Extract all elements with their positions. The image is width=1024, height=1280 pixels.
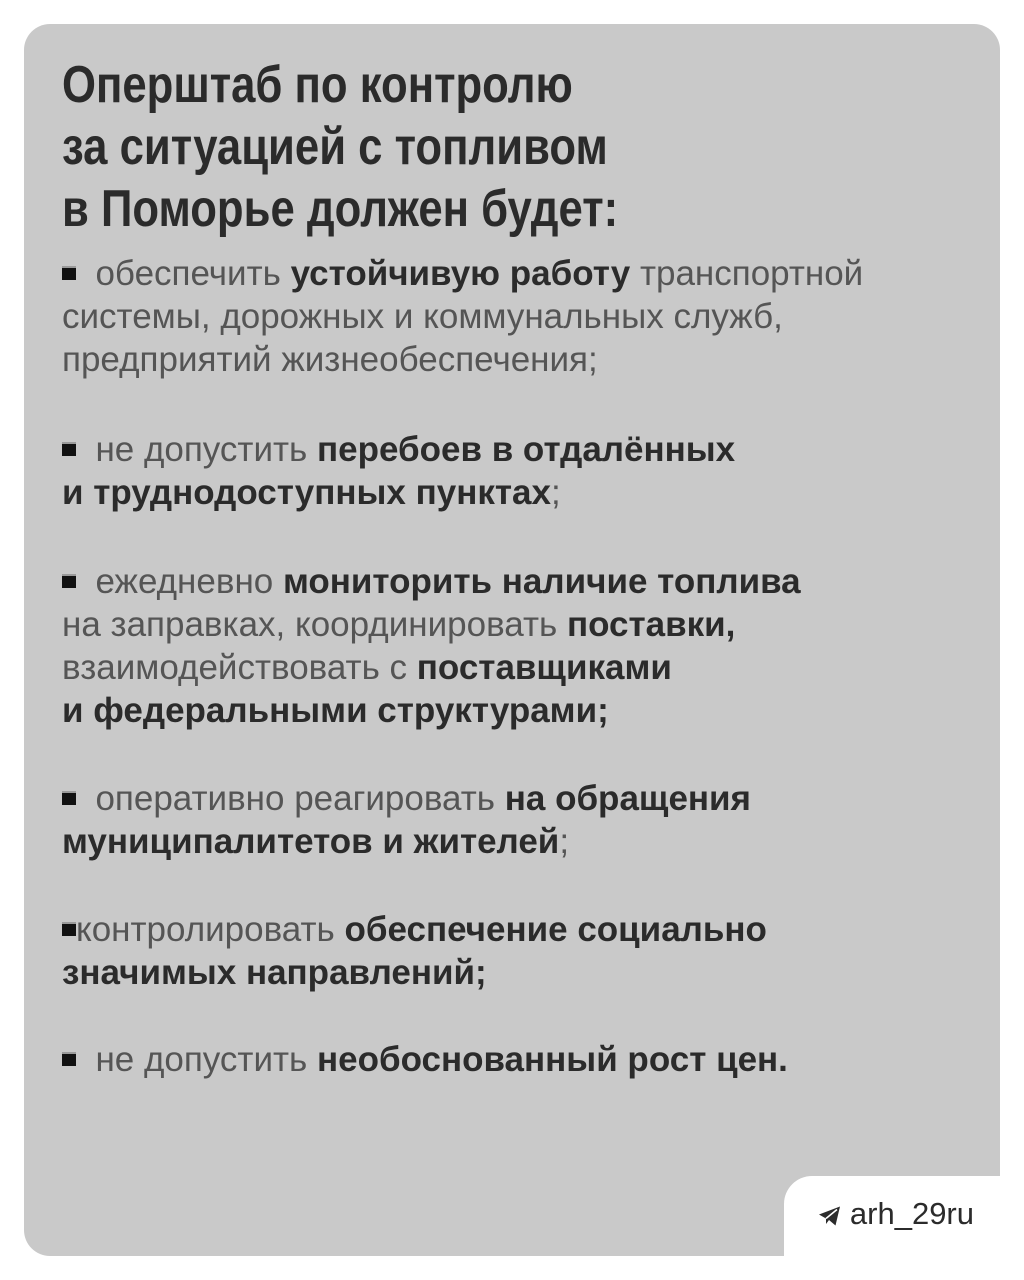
text-run: не допустить (95, 1040, 317, 1079)
text-run-bold: устойчивую работу (290, 254, 631, 293)
square-bullet-icon (62, 266, 76, 280)
channel-handle[interactable] (818, 1196, 974, 1232)
telegram-icon (818, 1205, 842, 1227)
text-run: транспортной (630, 254, 864, 293)
text-run-bold: на обращения (504, 779, 751, 818)
item-line (62, 603, 992, 646)
square-bullet-icon (62, 922, 76, 936)
text-run-bold: необоснованный рост цен. (317, 1040, 788, 1079)
list-item (62, 252, 992, 381)
text-run-bold: значимых направлений; (62, 953, 487, 992)
item-line (62, 820, 992, 863)
text-run-bold: поставки, (566, 605, 736, 644)
list-item (62, 908, 992, 994)
text-run: оперативно реагировать (95, 779, 505, 818)
square-bullet-icon (62, 574, 76, 588)
list-item (62, 560, 992, 732)
text-run: предприятий жизнеобеспечения; (62, 340, 598, 379)
page-title (62, 54, 618, 240)
item-line (62, 560, 992, 603)
item-line (62, 295, 992, 338)
text-run-bold: муниципалитетов и жителей (62, 822, 560, 861)
item-line (62, 777, 992, 820)
text-run: взаимодействовать с (62, 648, 417, 687)
text-run: обеспечить (95, 254, 291, 293)
item-line (62, 428, 992, 471)
text-run: не допустить (95, 430, 317, 469)
text-run: ; (559, 822, 570, 861)
item-line (62, 338, 992, 381)
text-run-bold: перебоев в отдалённых (317, 430, 736, 469)
text-run: ; (550, 473, 561, 512)
title-line: Оперштаб по контролю (62, 56, 573, 114)
text-run: на заправках, координировать (62, 605, 567, 644)
text-run: системы, дорожных и коммунальных служб, (62, 297, 783, 336)
item-line (62, 252, 992, 295)
list-item (62, 1038, 992, 1081)
item-line (62, 951, 992, 994)
square-bullet-icon (62, 791, 76, 805)
square-bullet-icon (62, 1052, 76, 1066)
text-run-bold: обеспечение социально (344, 910, 767, 949)
item-line (62, 1038, 992, 1081)
text-run: контролировать (76, 910, 345, 949)
item-line (62, 689, 992, 732)
title-line: за ситуацией с топливом (62, 118, 608, 176)
item-line (62, 646, 992, 689)
square-bullet-icon (62, 442, 76, 456)
list-item (62, 428, 992, 514)
list-item (62, 777, 992, 863)
item-line (62, 908, 992, 951)
text-run-bold: поставщиками (416, 648, 672, 687)
text-run-bold: мониторить наличие топлива (282, 562, 801, 601)
title-line: в Поморье должен будет: (62, 180, 619, 238)
text-run: ежедневно (95, 562, 283, 601)
item-line (62, 471, 992, 514)
handle-text: arh_29ru (849, 1196, 974, 1231)
text-run-bold: и федеральными структурами; (62, 691, 609, 730)
text-run-bold: и труднодоступных пунктах (62, 473, 551, 512)
